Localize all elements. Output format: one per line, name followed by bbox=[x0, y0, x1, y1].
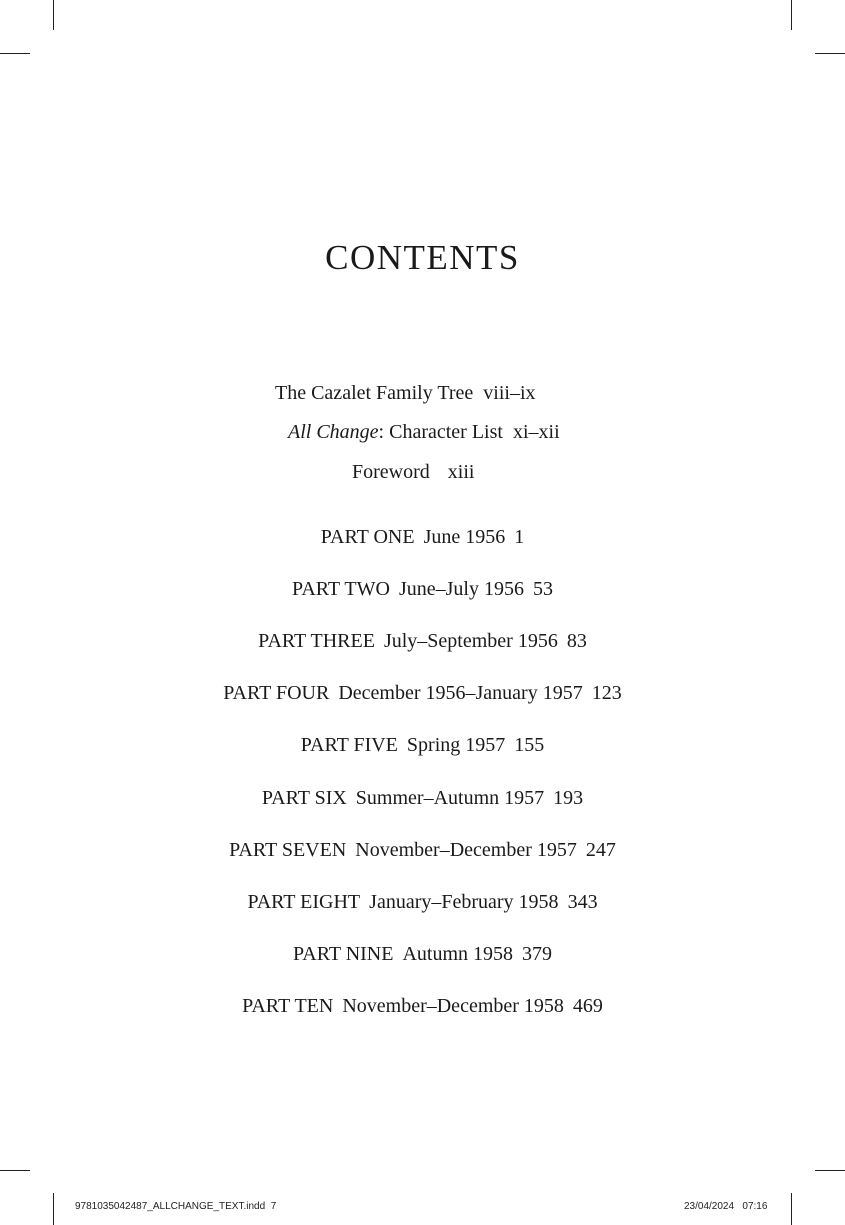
part-page: 193 bbox=[553, 787, 584, 809]
part-dates: Autumn 1958 bbox=[402, 943, 514, 965]
toc-part-ten[interactable] bbox=[0, 994, 845, 1018]
part-dates: June 1956 bbox=[423, 526, 506, 548]
part-label: PART EIGHT bbox=[247, 891, 361, 913]
slug-time: 07:16 bbox=[742, 1201, 768, 1212]
toc-part-eight[interactable] bbox=[0, 890, 845, 914]
toc-entry-page: xiii bbox=[447, 461, 475, 483]
part-dates: December 1956–January 1957 bbox=[338, 682, 583, 704]
toc-entry-label: The Cazalet Family Tree bbox=[275, 382, 474, 404]
part-dates: Summer–Autumn 1957 bbox=[355, 787, 545, 809]
part-page: 155 bbox=[514, 734, 545, 756]
part-label: PART TEN bbox=[242, 995, 334, 1017]
crop-mark-top-left bbox=[53, 0, 54, 30]
crop-mark-right-top bbox=[815, 53, 845, 54]
part-page: 343 bbox=[567, 891, 598, 913]
part-dates: November–December 1958 bbox=[342, 995, 564, 1017]
part-label: PART FOUR bbox=[223, 682, 330, 704]
page-title: CONTENTS bbox=[325, 238, 520, 277]
part-page: 469 bbox=[572, 995, 603, 1017]
part-label: PART SIX bbox=[261, 787, 347, 809]
toc-part-three[interactable] bbox=[0, 629, 845, 653]
part-page: 1 bbox=[514, 526, 525, 548]
toc-entry-label: Foreword bbox=[352, 461, 430, 483]
toc-entry-label: : Character List bbox=[378, 421, 503, 443]
crop-mark-left-bottom bbox=[0, 1170, 30, 1171]
part-dates: January–February 1958 bbox=[369, 891, 559, 913]
part-dates: Spring 1957 bbox=[406, 734, 506, 756]
part-dates: November–December 1957 bbox=[355, 839, 577, 861]
toc-part-one[interactable] bbox=[0, 525, 845, 549]
toc-part-seven[interactable] bbox=[0, 838, 845, 862]
toc-entry-page: viii–ix bbox=[483, 382, 536, 404]
crop-mark-right-bottom bbox=[815, 1170, 845, 1171]
part-dates: June–July 1956 bbox=[398, 578, 524, 600]
part-page: 83 bbox=[566, 630, 587, 652]
toc-part-four[interactable] bbox=[0, 681, 845, 705]
toc-entry-page: xi–xii bbox=[512, 421, 560, 443]
part-page: 379 bbox=[522, 943, 553, 965]
toc-part-six[interactable] bbox=[0, 786, 845, 810]
part-label: PART TWO bbox=[292, 578, 390, 600]
part-label: PART FIVE bbox=[300, 734, 398, 756]
part-label: PART THREE bbox=[258, 630, 375, 652]
toc-entry-foreword[interactable] bbox=[352, 460, 474, 484]
toc-part-five[interactable] bbox=[0, 733, 845, 757]
part-label: PART SEVEN bbox=[229, 839, 347, 861]
slug-timestamp bbox=[684, 1201, 767, 1212]
crop-mark-left-top bbox=[0, 53, 30, 54]
slug-page-number: 7 bbox=[270, 1201, 277, 1212]
crop-mark-bottom-left bbox=[53, 1193, 54, 1225]
toc-entry-family-tree[interactable] bbox=[275, 381, 536, 405]
slug-filename: 9781035042487_ALLCHANGE_TEXT.indd bbox=[75, 1201, 266, 1212]
toc-entry-label-italic: All Change bbox=[288, 421, 379, 443]
part-page: 247 bbox=[585, 839, 616, 861]
part-dates: July–September 1956 bbox=[383, 630, 558, 652]
crop-mark-bottom-right bbox=[791, 1193, 792, 1225]
part-page: 123 bbox=[591, 682, 622, 704]
part-label: PART ONE bbox=[320, 526, 415, 548]
slug-file-info bbox=[75, 1201, 276, 1212]
slug-date: 23/04/2024 bbox=[684, 1201, 735, 1212]
toc-part-nine[interactable] bbox=[0, 942, 845, 966]
crop-mark-top-right bbox=[791, 0, 792, 30]
part-page: 53 bbox=[532, 578, 553, 600]
part-label: PART NINE bbox=[292, 943, 394, 965]
toc-part-two[interactable] bbox=[0, 577, 845, 601]
toc-entry-character-list[interactable] bbox=[288, 420, 560, 444]
